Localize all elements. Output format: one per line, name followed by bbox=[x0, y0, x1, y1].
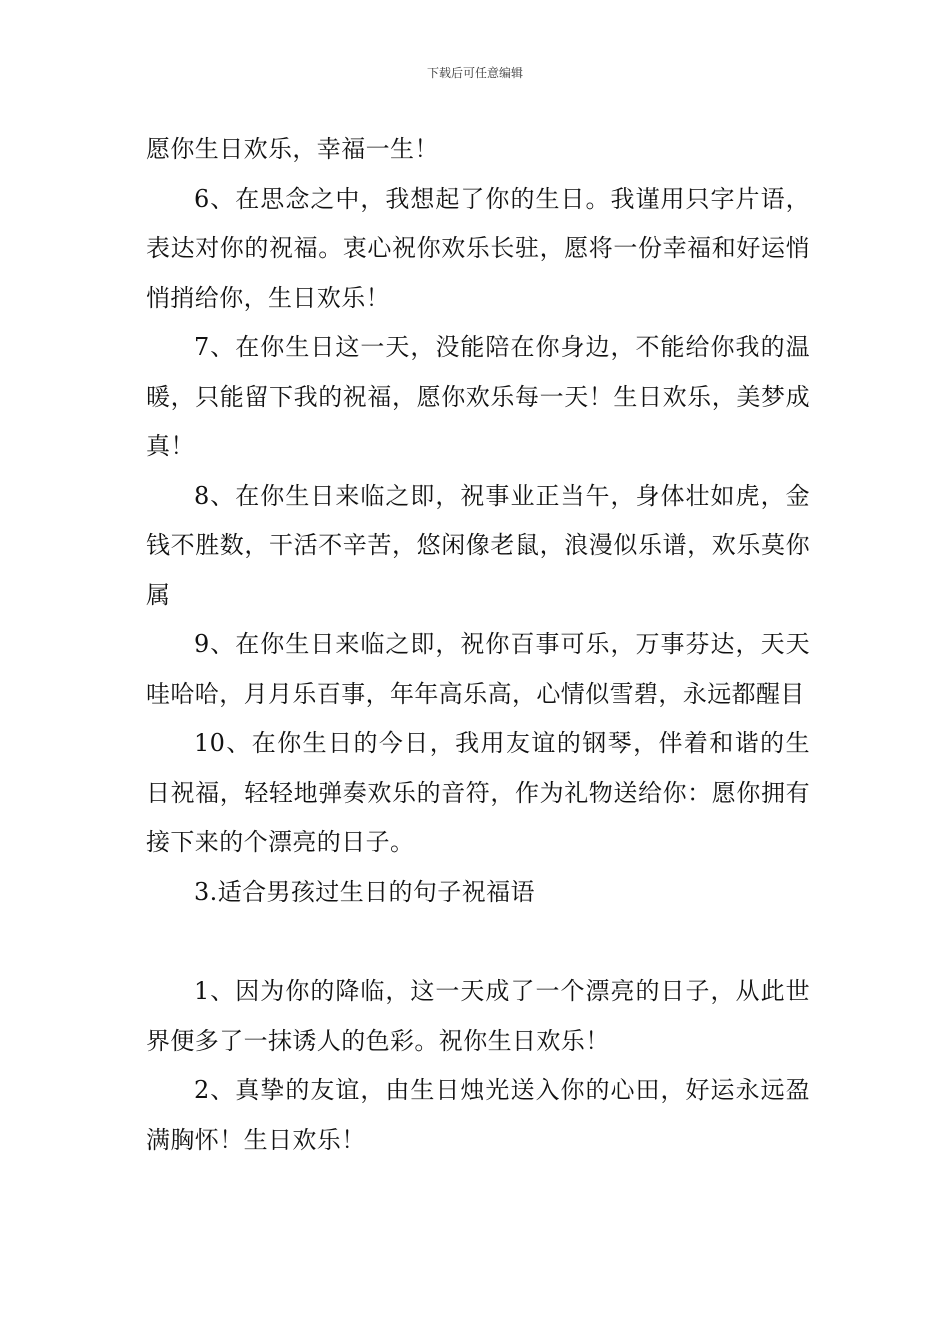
wish-item-7: 7、在你生日这一天，没能陪在你身边，不能给你我的温暖，只能留下我的祝福，愿你欢乐每一天！生日欢乐，美梦成真！ bbox=[146, 333, 810, 460]
section-heading: 3.适合男孩过生日的句子祝福语 bbox=[194, 877, 535, 906]
wish-item-8: 8、在你生日来临之即，祝事业正当午，身体壮如虎，金钱不胜数，干活不辛苦，悠闲像老鼠，浪漫似乐谱，欢乐莫你属 bbox=[146, 481, 810, 609]
wish-item-9: 9、在你生日来临之即，祝你百事可乐，万事芬达，天天哇哈哈，月月乐百事，年年高乐高，心情似雪碧，永远都醒目 bbox=[146, 630, 810, 708]
wish-item-10: 10、在你生日的今日，我用友谊的钢琴，伴着和谐的生日祝福，轻轻地弹奏欢乐的音符，作为礼物送给你：愿你拥有接下来的个漂亮的日子。 bbox=[146, 729, 810, 856]
section-wish-item-1: 1、因为你的降临，这一天成了一个漂亮的日子，从此世界便多了一抹诱人的色彩。祝你生日欢乐！ bbox=[146, 977, 810, 1055]
paragraph-continuation: 愿你生日欢乐，幸福一生！ bbox=[146, 135, 439, 163]
wish-item-6: 6、在思念之中，我想起了你的生日。我谨用只字片语，表达对你的祝福。衷心祝你欢乐长驻，愿将一份幸福和好运悄悄捎给你，生日欢乐！ bbox=[146, 184, 810, 312]
page-header: 下载后可任意编辑 bbox=[426, 66, 523, 80]
section-spacer bbox=[146, 917, 810, 967]
section-wish-item-2: 2、真挚的友谊，由生日烛光送入你的心田，好运永远盈满胸怀！生日欢乐！ bbox=[146, 1076, 810, 1154]
document-body bbox=[146, 125, 810, 1165]
